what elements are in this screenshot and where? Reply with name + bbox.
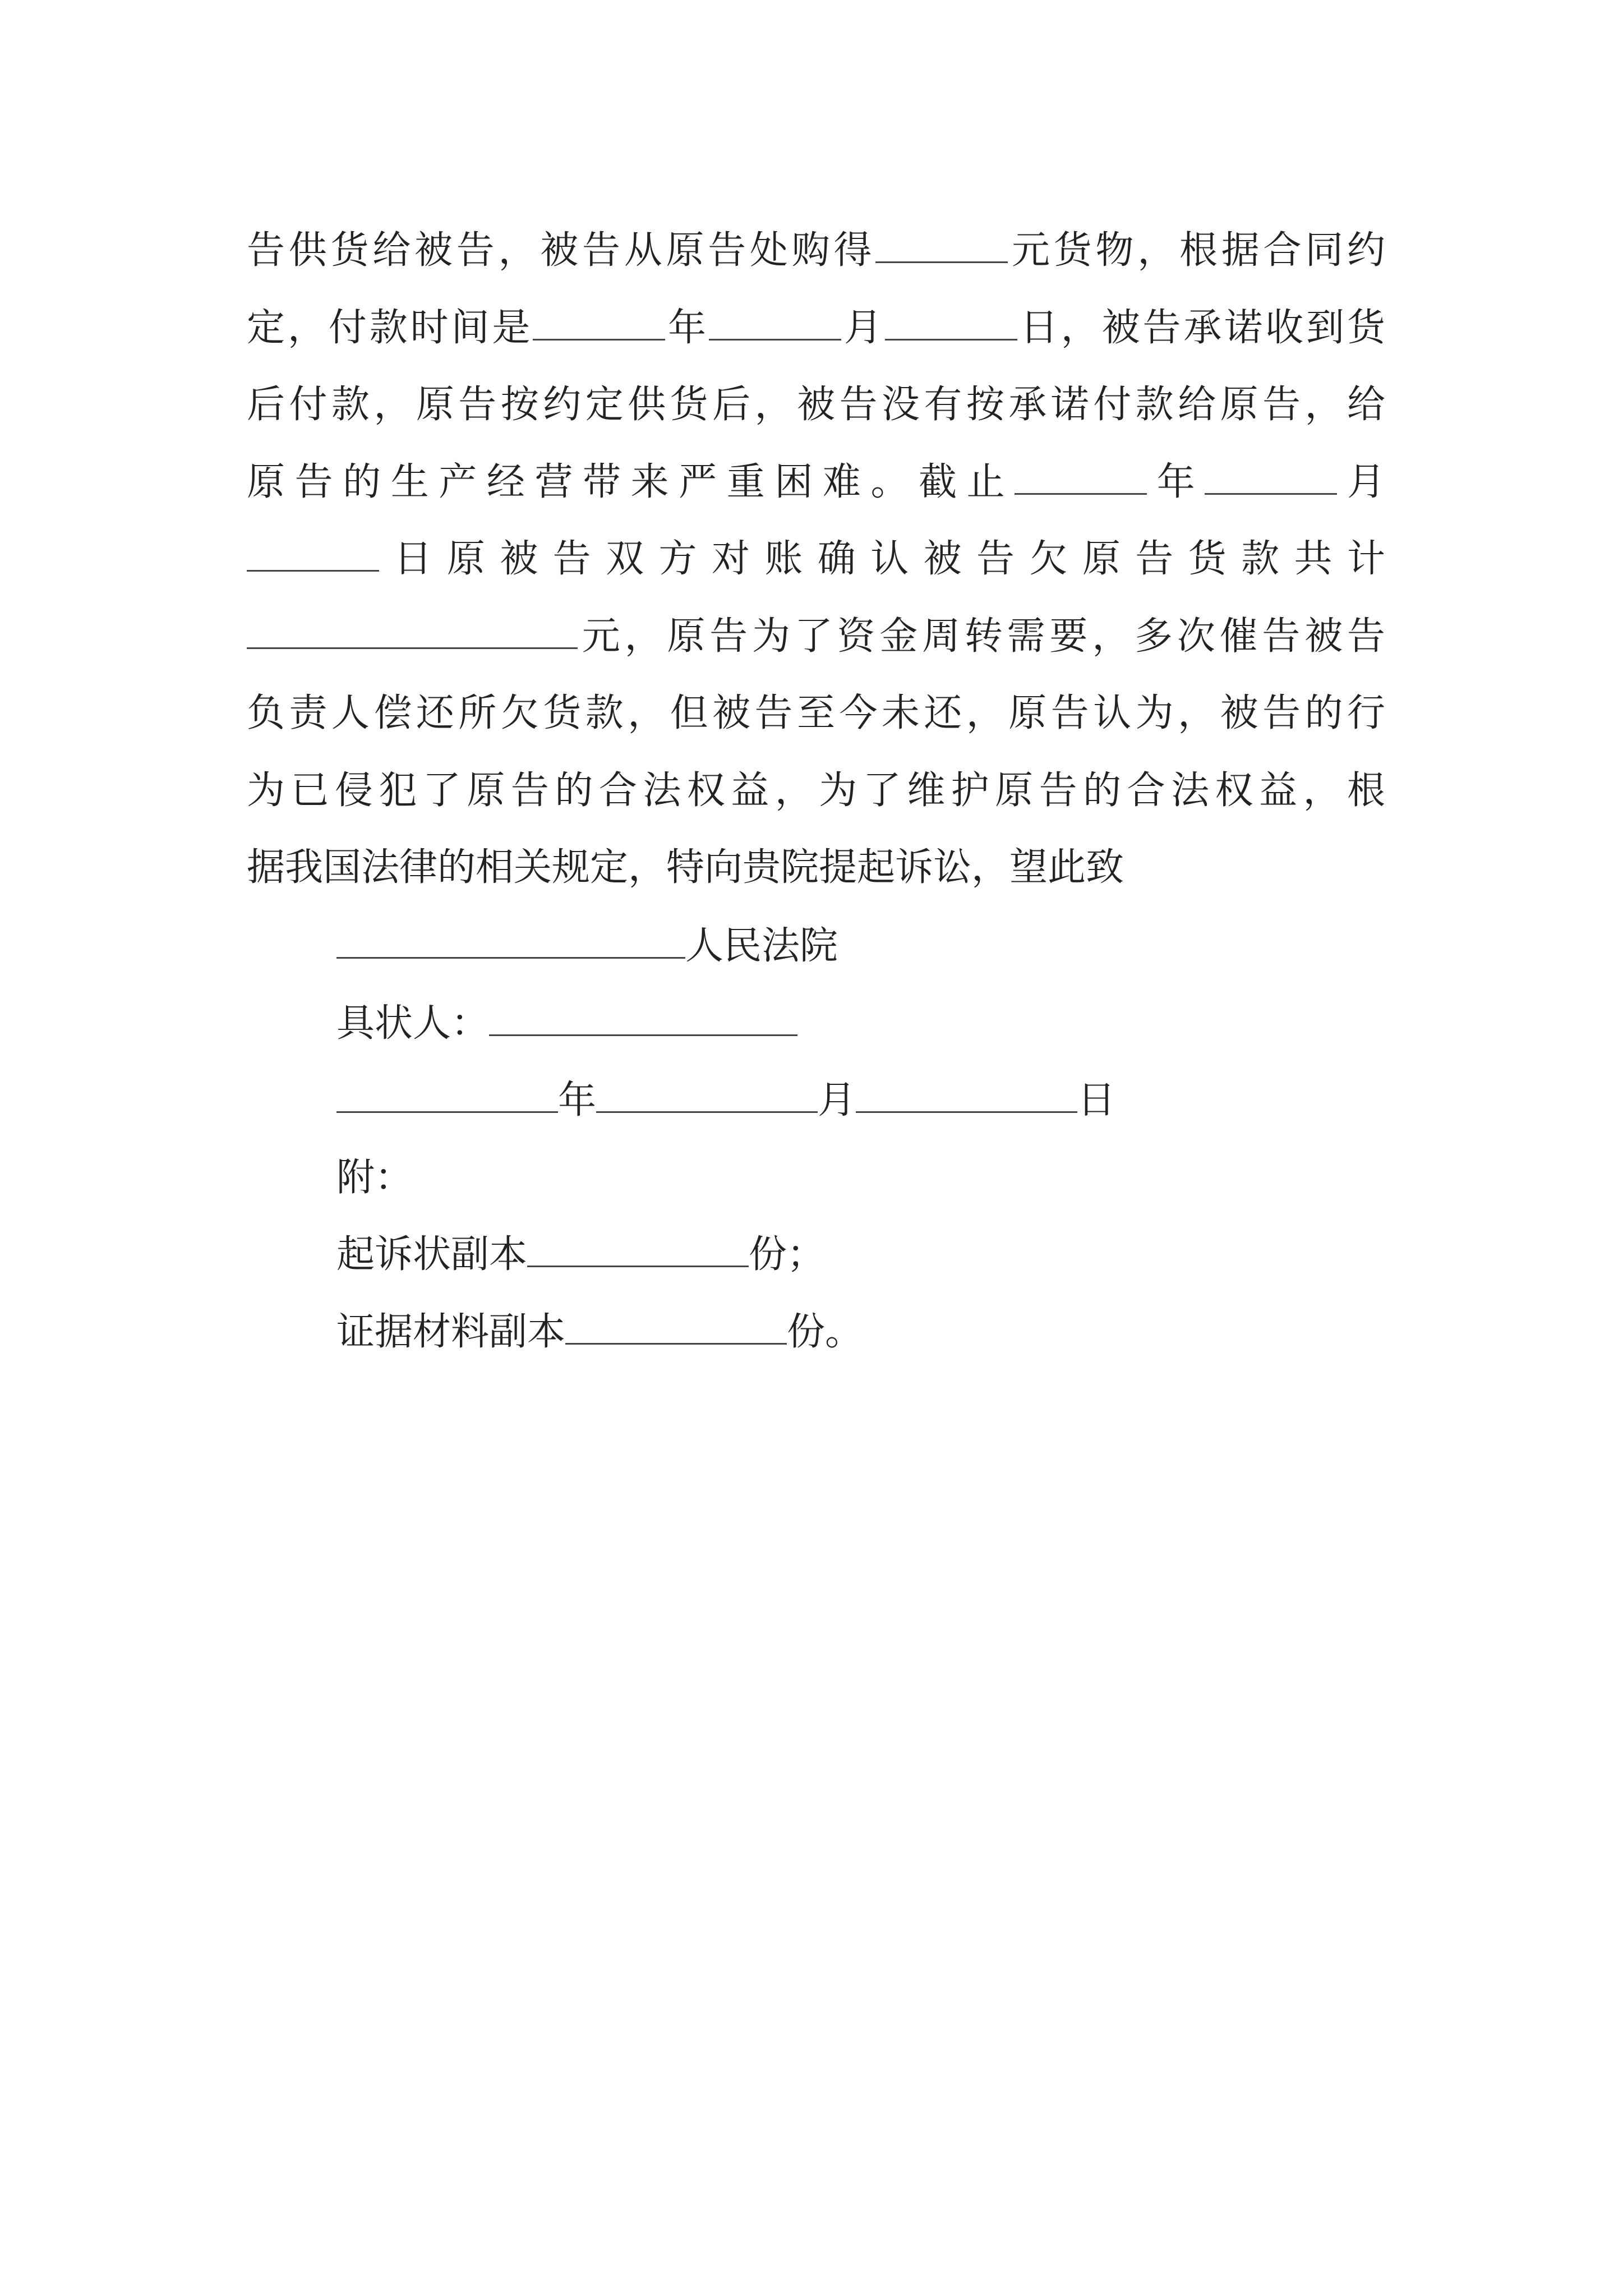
body-line-2: [247, 289, 1385, 367]
month-blank: [596, 1078, 818, 1113]
attachment-item-2: [336, 1294, 1234, 1371]
copies-unit: 份；: [749, 1232, 826, 1277]
text-segment: 日原被告双方对账确认被告欠原告货款共计: [379, 537, 1385, 581]
text-segment: 日，被告承诺收到货: [1017, 305, 1385, 350]
signer-label: 具状人：: [336, 1001, 490, 1046]
copies-blank: [565, 1309, 787, 1345]
day-blank: [247, 536, 379, 572]
attachment-label: 证据材料副本: [336, 1309, 566, 1354]
signer-line: [336, 985, 1234, 1062]
text-segment: 元，原告为了资金周转需要，多次催告被告: [578, 614, 1385, 659]
court-line: [336, 908, 1234, 985]
body-line-3: [247, 366, 1385, 444]
attachments-heading: [336, 1139, 1234, 1217]
year-label: 年: [558, 1078, 597, 1122]
attachment-item-1: [336, 1216, 1234, 1294]
body-line-6: [247, 598, 1385, 675]
body-line-1: [247, 212, 1385, 289]
text-segment: 元货物，根据合同约: [1008, 228, 1385, 273]
day-blank: [885, 305, 1017, 341]
body-line-7: [247, 675, 1385, 752]
text-segment: 年: [1147, 459, 1205, 504]
body-line-5: [247, 521, 1385, 598]
body-line-4: [247, 444, 1385, 521]
month-blank: [1205, 459, 1337, 495]
month-blank: [709, 305, 841, 341]
year-blank: [1015, 459, 1147, 495]
text-segment: 原告的生产经营带来严重困难。截止: [247, 459, 1015, 504]
text-segment: 告供货给被告，被告从原告处购得: [247, 228, 876, 273]
year-blank: [533, 305, 665, 341]
total-amount-blank: [247, 614, 578, 649]
text-segment: 月: [1337, 459, 1385, 504]
text-segment: 后付款，原告按约定供货后，被告没有按承诺付款给原告，给: [247, 383, 1385, 427]
date-line: [336, 1062, 1234, 1139]
month-label: 月: [818, 1078, 856, 1122]
text-segment: 为已侵犯了原告的合法权益，为了维护原告的合法权益，根: [247, 768, 1385, 813]
attachments-label: 附：: [336, 1155, 413, 1200]
body-line-9: [247, 829, 1385, 907]
court-name-blank: [336, 923, 685, 959]
year-blank: [336, 1078, 558, 1113]
text-segment: 月: [841, 305, 885, 350]
closing-section: [336, 908, 1234, 1370]
court-label: 人民法院: [685, 924, 838, 968]
body-line-8: [247, 752, 1385, 830]
day-blank: [856, 1078, 1077, 1113]
text-segment: 年: [665, 305, 709, 350]
attachment-label: 起诉状副本: [336, 1232, 528, 1277]
day-label: 日: [1077, 1078, 1116, 1122]
text-segment: 定，付款时间是: [247, 305, 533, 350]
complaint-body: [247, 212, 1385, 907]
signer-blank: [489, 1001, 797, 1036]
copies-blank: [527, 1232, 749, 1267]
text-segment: 据我国法律的相关规定，特向贵院提起诉讼，望此致: [247, 845, 1124, 890]
copies-unit: 份。: [787, 1309, 864, 1354]
text-segment: 负责人偿还所欠货款，但被告至今未还，原告认为，被告的行: [247, 691, 1385, 735]
amount-blank: [875, 228, 1008, 263]
